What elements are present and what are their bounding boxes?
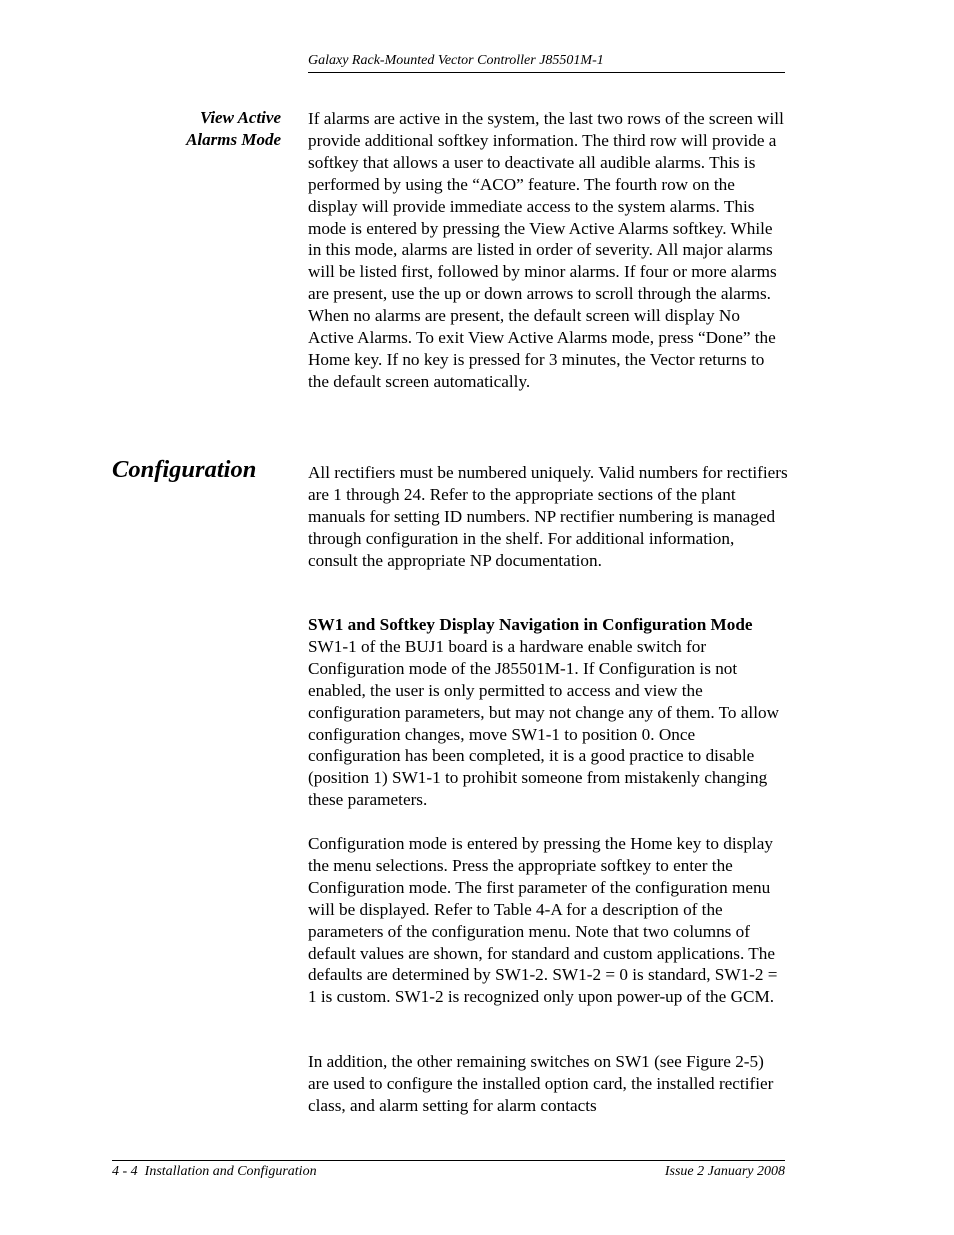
sw1-paragraph: SW1-1 of the BUJ1 board is a hardware enable switch for Configuration mode of the J85501M-1. If Configuration is not enabled, the user is only permitted to access and view the configuration parameters, but may not change any of them. To allow configuration changes, move SW1-1 to position 0. Once configuration has been completed, it is a good practice to disable (position 1) SW1-1 to prohibit someone from mistakenly changing these parameters.	[308, 636, 779, 810]
running-footer	[112, 1160, 785, 1181]
view-active-alarms-section	[308, 108, 788, 393]
configuration-intro-paragraph: All rectifiers must be numbered uniquely. Valid numbers for rectifiers are 1 through 24. Refer to the appropriate sections of the plant manuals for setting ID numbers. NP rectifier numbering is managed through configuration in the shelf. For additional information, consult the appropriate NP documentation.	[308, 463, 788, 570]
view-active-alarms-paragraph: If alarms are active in the system, the last two rows of the screen will provide additional softkey information. The third row will provide a softkey that allows a user to deactivate all audible alarms. This is performed by using the “ACO” feature. The fourth row on the display will provide immediate access to the system alarms. This mode is entered by pressing the View Active Alarms softkey. While in this mode, alarms are listed in order of severity. All major alarms will be listed first, followed by minor alarms. If four or more alarms are present, use the up or down arrows to scroll through the alarms. When no alarms are present, the default screen will display No Active Alarms. To exit View Active Alarms mode, press “Done” the Home key. If no key is pressed for 3 minutes, the Vector returns to the default screen automatically.	[308, 109, 784, 391]
switches-block	[308, 1051, 788, 1117]
configuration-title: Configuration	[112, 456, 257, 483]
configuration-intro-block	[308, 462, 788, 572]
footer-right: Issue 2 January 2008	[664, 1164, 785, 1179]
switches-paragraph: In addition, the other remaining switches on SW1 (see Figure 2-5) are used to configure the installed option card, the installed rectifier class, and alarm setting for alarm contacts	[308, 1052, 774, 1115]
configuration-mode-paragraph: Configuration mode is entered by pressing the Home key to display the menu selections. Press the appropriate softkey to enter the Configuration mode. The first parameter of the configuration menu will be displayed. Refer to Table 4-A for a description of the parameters of the configuration menu. Note that two columns of default values are shown, for standard and custom applications. The defaults are determined by SW1-2. SW1-2 = 0 is standard, SW1-2 = 1 is custom. SW1-2 is recognized only upon power-up of the GCM.	[308, 834, 778, 1007]
label-line-1: View Active	[199, 108, 281, 127]
footer-left: 4 - 4 Installation and Configuration	[112, 1164, 317, 1179]
sw1-heading: SW1 and Softkey Display Navigation in Configuration Mode	[308, 615, 753, 634]
label-line-2: Alarms Mode	[186, 130, 281, 149]
view-active-alarms-label	[112, 107, 281, 151]
sw1-block	[308, 614, 788, 811]
running-header: Galaxy Rack-Mounted Vector Controller J85501M-1	[308, 52, 785, 73]
configuration-mode-block	[308, 833, 788, 1008]
